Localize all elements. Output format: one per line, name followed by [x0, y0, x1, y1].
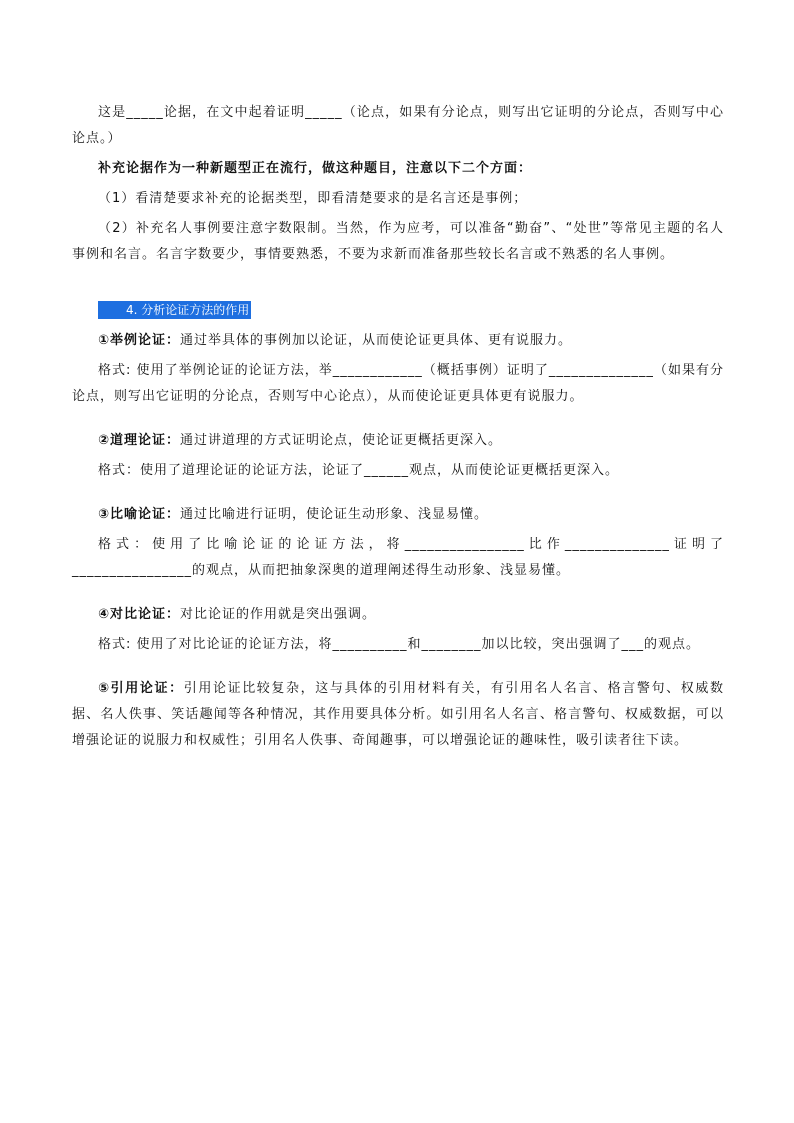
method-description: 引用论证比较复杂，这与具体的引用材料有关，有引用名人名言、格言警句、权威数据、名人佚事、笑话趣闻等各种情况，其作用要具体分析。如引用名人名言、格言警句、权威数据，可以增强论证的说服力和权威性；引用名人佚事、奇闻趣事，可以增强论证的趣味性，吸引读者往下读。 [72, 681, 724, 748]
method-example-format: 格式: 使用了举例论证的论证方法，举____________（概括事例）证明了______________（如果有分论点，则写出它证明的分论点，否则写中心论点），从而使论证更具体更有说服力。 [72, 363, 724, 404]
method-label: ①举例论证： [98, 333, 181, 348]
document-page [72, 100, 724, 758]
method-label: ②道理论证： [98, 433, 181, 448]
method-contrast-format: 格式: 使用了对比论证的论证方法，将__________和________加以比较，突出强调了___的观点。 [98, 637, 701, 652]
method-example-desc [72, 328, 724, 354]
method-reasoning-format: 格式：使用了道理论证的论证方法，论证了______观点，从而使论证更概括更深入。 [98, 463, 620, 478]
method-description: 通过比喻进行证明，使论证生动形象、浅显易懂。 [180, 507, 489, 522]
spacer [72, 414, 724, 428]
spacer [72, 488, 724, 502]
method-metaphor-desc [72, 502, 724, 528]
method-description: 通过讲道理的方式证明论点，使论证更概括更深入。 [180, 433, 503, 448]
spacer [72, 272, 724, 298]
method-contrast-desc [72, 602, 724, 628]
method-label: ③比喻论证： [98, 507, 181, 522]
tip-item-2: （2）补充名人事例要注意字数限制。当然，作为应考，可以准备“勤奋”、“处世”等常见主题的名人事例和名言。名言字数要少，事情要熟悉，不要为求新而准备那些较长名言或不熟悉的名人事例。 [72, 221, 724, 262]
method-label: ④对比论证： [98, 607, 181, 622]
method-description: 对比论证的作用就是突出强调。 [180, 607, 377, 622]
spacer [72, 588, 724, 602]
spacer [72, 662, 724, 676]
section-heading-row [72, 298, 724, 324]
method-citation-desc [72, 676, 724, 754]
section-heading: 4. 分析论证方法的作用 [98, 301, 251, 319]
method-reasoning-desc [72, 428, 724, 454]
intro-paragraph: 这是_____论据，在文中起着证明_____（论点，如果有分论点，则写出它证明的分论点，否则写中心论点。） [72, 105, 724, 146]
method-description: 通过举具体的事例加以论证，从而使论证更具体、更有说服力。 [180, 333, 573, 348]
method-label: ⑤引用论证： [98, 681, 184, 696]
tip-item-1: （1）看清楚要求补充的论据类型，即看清楚要求的是名言还是事例； [98, 191, 528, 206]
supplement-tip-heading: 补充论据作为一种新题型正在流行，做这种题目，注意以下二个方面： [98, 161, 533, 176]
method-metaphor-format: 格式：使用了比喻论证的论证方法，将________________比作______________证明了________________的观点，从而把抽象深奥的道理阐述得生动形象、浅显易懂。 [72, 537, 724, 578]
